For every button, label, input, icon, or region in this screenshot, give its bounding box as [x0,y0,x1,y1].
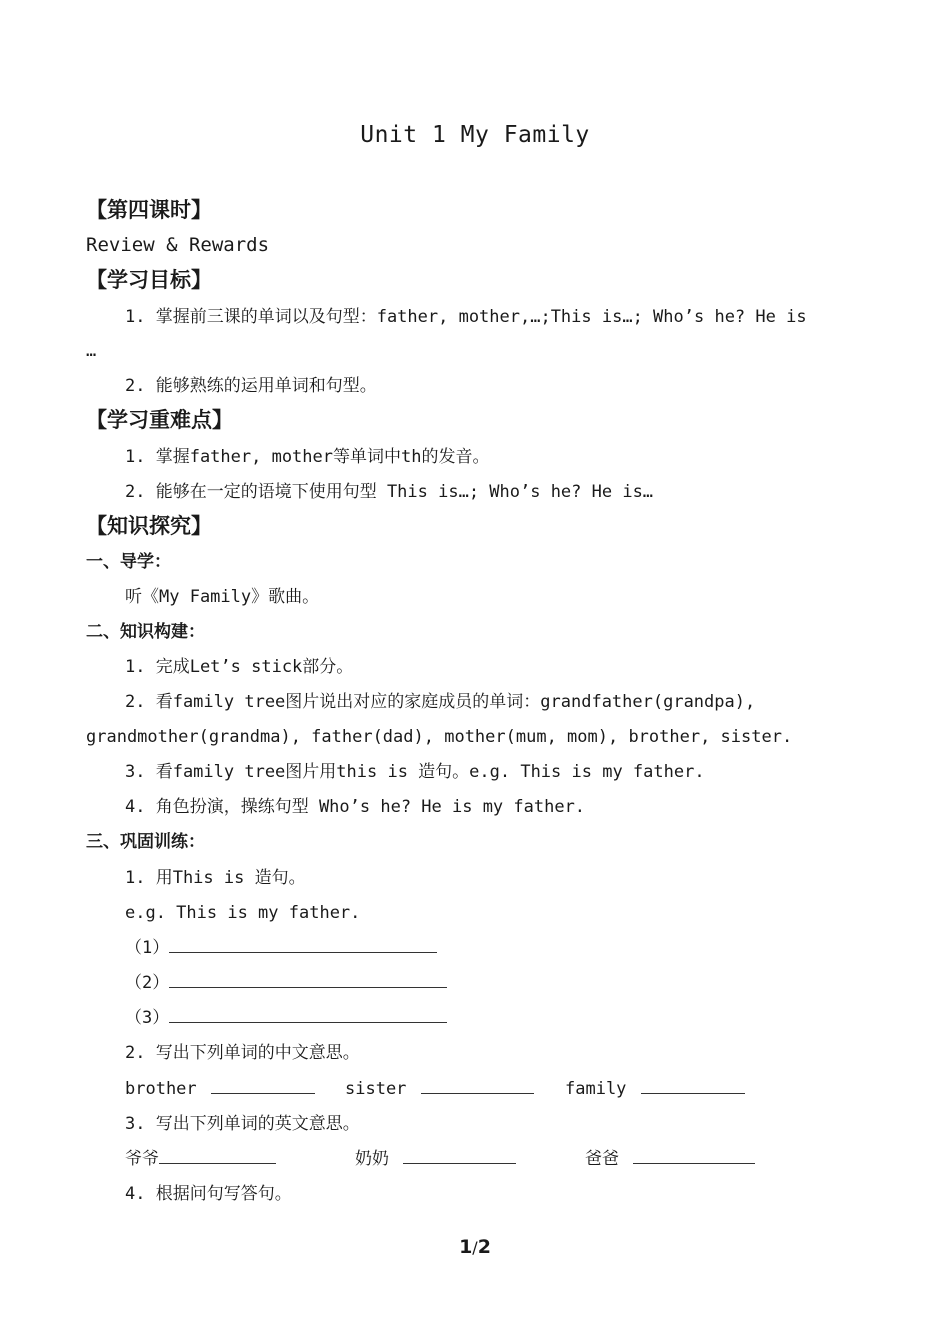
page-number [0,1236,950,1258]
exercise-1: 1. 用This is 造句。 [125,868,306,888]
goals-item-1-cont: … [86,341,97,361]
page-total: 2 [477,1236,491,1258]
part2-item-2-cont: grandmother(grandma), father(dad), mother(mum, mom), brother, sister. [86,727,793,747]
exercise-3: 3. 写出下列单词的英文意思。 [125,1114,360,1134]
page-separator: / [472,1238,478,1257]
part2-item-1: 1. 完成Let’s stick部分。 [125,657,354,677]
part1-text: 听《My Family》歌曲。 [125,587,320,607]
word-brother: brother [125,1079,197,1099]
goals-item-1: 1. 掌握前三课的单词以及句型：father, mother,…;This is…; Who’s he? He is [125,307,807,327]
exercise-1-line-3 [125,1006,447,1030]
key-points-heading: 【学习重难点】 [86,408,233,432]
explore-heading: 【知识探究】 [86,514,212,538]
answer-blank[interactable] [159,1147,276,1164]
blank-label: （3） [125,1008,170,1028]
exercise-1-line-2 [125,971,447,995]
exercise-1-line-1 [125,936,437,960]
exercise-1-example: e.g. This is my father. [125,903,361,923]
word-family: family [565,1079,627,1099]
key-points-item-2: 2. 能够在一定的语境下使用句型 This is…; Who’s he? He is… [125,482,654,502]
answer-blank[interactable] [641,1077,745,1094]
part2-heading: 二、知识构建： [86,622,205,642]
goals-item-2: 2. 能够熟练的运用单词和句型。 [125,376,377,396]
document-title: Unit 1 My Family [360,122,590,148]
exercise-3-words-3 [585,1147,755,1171]
exercise-2-words-3 [565,1077,745,1101]
part2-item-4: 4. 角色扮演，操练句型 Who’s he? He is my father. [125,797,586,817]
word-dad: 爸爸 [585,1149,619,1169]
exercise-3-words [125,1147,276,1171]
page-current: 1 [459,1236,473,1258]
answer-blank[interactable] [633,1147,755,1164]
answer-blank[interactable] [211,1077,315,1094]
part2-item-2: 2. 看family tree图片说出对应的家庭成员的单词：grandfather(grandpa), [125,692,756,712]
lesson-title: Review & Rewards [86,234,270,256]
answer-blank[interactable] [421,1077,534,1094]
part2-item-3: 3. 看family tree图片用this is 造句。e.g. This is my father. [125,762,705,782]
exercise-2-words [125,1077,315,1101]
word-sister: sister [345,1079,407,1099]
answer-blank[interactable] [169,971,447,988]
answer-blank[interactable] [403,1147,516,1164]
word-grandpa: 爷爷 [125,1149,159,1169]
key-points-item-1: 1. 掌握father, mother等单词中th的发音。 [125,447,490,467]
part1-heading: 一、导学： [86,552,171,572]
goals-heading: 【学习目标】 [86,268,212,292]
exercise-4: 4. 根据问句写答句。 [125,1184,292,1204]
exercise-2: 2. 写出下列单词的中文意思。 [125,1043,360,1063]
part3-heading: 三、巩固训练： [86,832,205,852]
blank-label: （2） [125,973,170,993]
exercise-2-words-2 [345,1077,534,1101]
word-grandma: 奶奶 [355,1149,389,1169]
blank-label: （1） [125,938,170,958]
lesson-heading: 【第四课时】 [86,198,212,222]
answer-blank[interactable] [169,1006,447,1023]
answer-blank[interactable] [169,936,437,953]
exercise-3-words-2 [355,1147,516,1171]
